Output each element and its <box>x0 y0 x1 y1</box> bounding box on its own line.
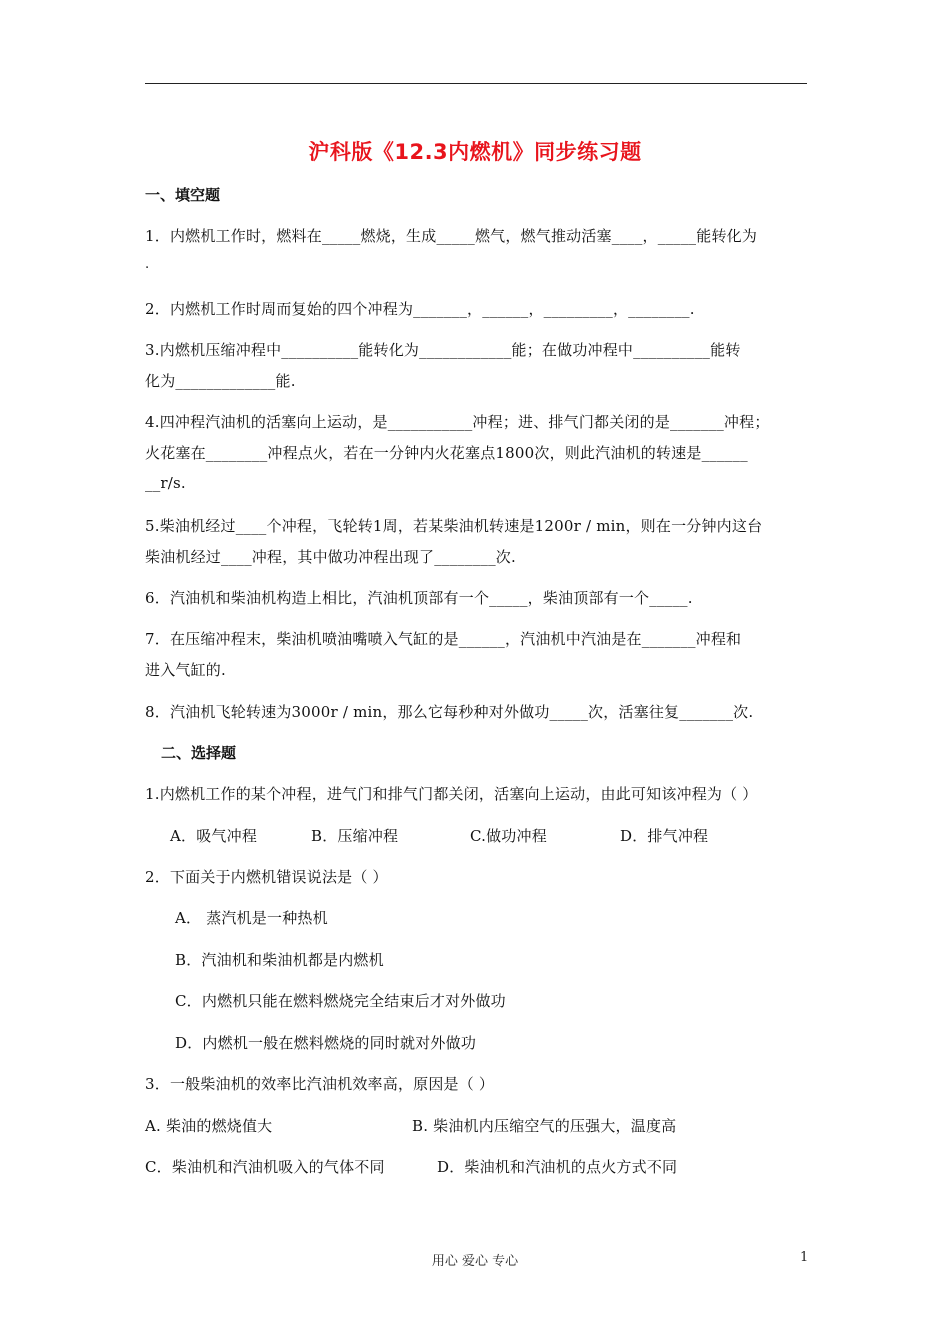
choice-q3-option-c: C．柴油机和汽油机吸入的气体不同 <box>145 1158 385 1176</box>
fill-q4-line3: __r/s. <box>145 474 186 492</box>
fill-q3-line2: 化为_____________能. <box>145 372 296 390</box>
fill-q6: 6．汽油机和柴油机构造上相比，汽油机顶部有一个_____，柴油顶部有一个_____. <box>145 589 693 607</box>
choice-q2-option-a: A． 蒸汽机是一种热机 <box>175 909 328 927</box>
footer-motto: 用心 爱心 专心 <box>431 1254 519 1269</box>
choice-q2: 2．下面关于内燃机错误说法是（ ） <box>145 868 388 886</box>
fill-q7-line2: 进入气缸的. <box>145 661 226 679</box>
choice-q1: 1.内燃机工作的某个冲程，进气门和排气门都关闭，活塞向上运动，由此可知该冲程为（ ） <box>145 785 758 803</box>
choice-q1-option-c: C.做功冲程 <box>470 827 547 845</box>
fill-q4-line1: 4.四冲程汽油机的活塞向上运动，是___________冲程；进、排气门都关闭的是_______冲程； <box>145 413 770 431</box>
choice-q1-option-a: A．吸气冲程 <box>170 827 258 845</box>
choice-q3: 3．一般柴油机的效率比汽油机效率高，原因是（ ） <box>145 1075 495 1093</box>
fill-q4-line2: 火花塞在________冲程点火，若在一分钟内火花塞点1800次，则此汽油机的转速是______ <box>145 444 748 462</box>
fill-q1-line1: 1．内燃机工作时，燃料在_____燃烧，生成_____燃气，燃气推动活塞____，_____能转化为 <box>145 227 758 245</box>
choice-q2-option-b: B．汽油机和柴油机都是内燃机 <box>175 951 384 969</box>
choice-q1-option-b: B．压缩冲程 <box>311 827 399 845</box>
fill-q5-line2: 柴油机经过____冲程，其中做功冲程出现了________次. <box>145 548 516 566</box>
fill-q2: 2．内燃机工作时周而复始的四个冲程为_______，______，_________，________. <box>145 300 695 318</box>
fill-q1-line2: . <box>145 257 150 272</box>
fill-q3-line1: 3.内燃机压缩冲程中__________能转化为____________能；在做功冲程中__________能转 <box>145 341 741 359</box>
header-rule <box>145 83 807 84</box>
choice-q3-option-a: A. 柴油的燃烧值大 <box>145 1117 273 1135</box>
choice-q2-option-d: D．内燃机一般在燃料燃烧的同时就对外做功 <box>175 1034 477 1052</box>
choice-q3-option-b: B. 柴油机内压缩空气的压强大，温度高 <box>412 1117 677 1135</box>
fill-q8: 8．汽油机飞轮转速为3000r / min，那么它每秒种对外做功_____次，活塞往复_______次. <box>145 703 754 721</box>
fill-q7-line1: 7．在压缩冲程末，柴油机喷油嘴喷入气缸的是______，汽油机中汽油是在_______冲程和 <box>145 630 742 648</box>
fill-q5-line1: 5.柴油机经过____个冲程，飞轮转1周，若某柴油机转速是1200r / min，则在一分钟内这台 <box>145 517 763 535</box>
section-heading-choice: 二、选择题 <box>161 744 237 762</box>
page-number: 1 <box>800 1250 809 1265</box>
choice-q2-option-c: C．内燃机只能在燃料燃烧完全结束后才对外做功 <box>175 992 506 1010</box>
choice-q3-option-d: D．柴油机和汽油机的点火方式不同 <box>437 1158 678 1176</box>
choice-q1-option-d: D．排气冲程 <box>620 827 709 845</box>
document-title: 沪科版《12.3内燃机》同步练习题 <box>308 140 642 164</box>
section-heading-fill: 一、填空题 <box>145 186 221 204</box>
